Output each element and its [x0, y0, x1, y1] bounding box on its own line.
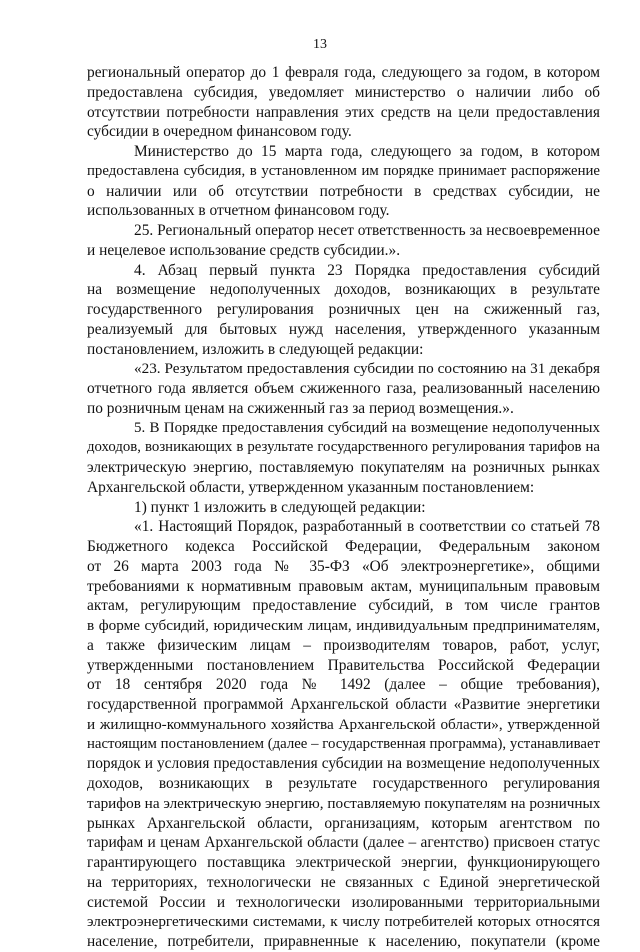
text-line: субсидии в очередном финансовом году.	[87, 123, 352, 141]
text-line: 25. Региональный оператор несет ответственность за несвоевременное	[134, 222, 600, 239]
text-line: региональный оператор до 1 февраля года, следующего за годом, в котором	[87, 64, 600, 81]
text-line: государственного регулирования розничных цен на сжиженный газ,	[87, 301, 600, 318]
text-line: на территориях, технологически не связанных с Единой энергетической	[87, 873, 600, 891]
text-line: предоставлена субсидия, уведомляет министерство о наличии либо об	[87, 83, 600, 101]
text-line: государственной программой Архангельской области «Развитие энергетики	[87, 696, 600, 713]
text-line: порядок и условия предоставления субсидии на возмещение недополученных	[87, 755, 600, 773]
text-line: утвержденными постановлением Правительства Российской Федерации	[87, 656, 600, 674]
text-line: и нецелевое использование средств субсидии.».	[87, 241, 401, 259]
document-body	[87, 63, 600, 952]
text-line: требованиями к нормативным правовым актам, муниципальным правовым	[87, 577, 600, 595]
text-line: 4. Абзац первый пункта 23 Порядка предоставления субсидий	[134, 261, 600, 279]
text-line: системой России и технологически изолированными территориальными	[87, 893, 600, 911]
text-line: реализуемый для бытовых нужд населения, утвержденного указанным	[87, 320, 600, 338]
text-line: 5. В Порядке предоставления субсидий на возмещение недополученных	[134, 419, 600, 436]
text-line: отсутствии потребности направления этих средств на цели предоставления	[87, 103, 600, 121]
text-line: и жилищно-коммунального хозяйства Архангельской области», утвержденной	[87, 715, 600, 733]
text-line: доходов, возникающих в результате государственного регулирования тарифов на	[87, 439, 600, 456]
text-line: гарантирующего поставщика электрической энергии, функционирующего	[87, 854, 600, 871]
text-line: на возмещение недополученных доходов, возникающих в результате	[87, 281, 600, 299]
text-line: рынках Архангельской области, организациям, которым агентством по	[87, 814, 600, 832]
text-line: тарифам и ценам Архангельской области (далее – агентство) присвоен статус	[87, 834, 600, 852]
text-line: 1) пункт 1 изложить в следующей редакции:	[134, 498, 426, 516]
text-line: по розничным ценам на сжиженный газ за период возмещения.».	[87, 399, 514, 417]
text-line: население, потребители, приравненные к населению, покупатели (кроме	[87, 933, 600, 950]
text-line: от 26 марта 2003 года № 35-ФЗ «Об электроэнергетике», общими	[87, 557, 600, 575]
text-line: от 18 сентября 2020 года № 1492 (далее – общие требования),	[87, 676, 600, 694]
page-number: 13	[313, 37, 327, 52]
text-line: «23. Результатом предоставления субсидии по состоянию на 31 декабря	[134, 360, 600, 378]
text-line: актам, регулирующим предоставление субсидий, в том числе грантов	[87, 597, 600, 615]
text-line: использованных в отчетном финансовом году.	[87, 202, 390, 220]
text-line: тарифов на электрическую энергию, поставляемую покупателям на розничных	[87, 794, 601, 812]
text-line: электрическую энергию, поставляемую покупателям на розничных рынках	[87, 459, 600, 476]
text-line: «1. Настоящий Порядок, разработанный в соответствии со статьей 78	[134, 518, 600, 536]
text-line: Министерство до 15 марта года, следующего за годом, в котором	[134, 143, 600, 160]
text-line: электроэнергетическими системами, к числу потребителей которых относятся	[87, 913, 600, 931]
text-line: предоставлена субсидия, в установленном им порядке принимает распоряжение	[87, 162, 600, 179]
text-line: настоящим постановлением (далее – государственная программа), устанавливает	[87, 735, 600, 752]
text-line: Архангельской области, утвержденном указанным постановлением:	[87, 478, 535, 496]
text-line: постановлением, изложить в следующей редакции:	[87, 340, 424, 358]
text-line: Бюджетного кодекса Российской Федерации, Федеральным законом	[87, 538, 600, 555]
text-line: отчетного года является объем сжиженного газа, реализованный населению	[87, 380, 600, 397]
text-line: доходов, возникающих в результате государственного регулирования	[87, 775, 600, 792]
text-line: а также физическим лицам – производителям товаров, работ, услуг,	[87, 636, 600, 654]
text-line: о наличии или об отсутствии потребности в средствах субсидии, не	[87, 182, 600, 200]
text-line: в форме субсидий, юридическим лицам, индивидуальным предпринимателям,	[87, 617, 600, 634]
